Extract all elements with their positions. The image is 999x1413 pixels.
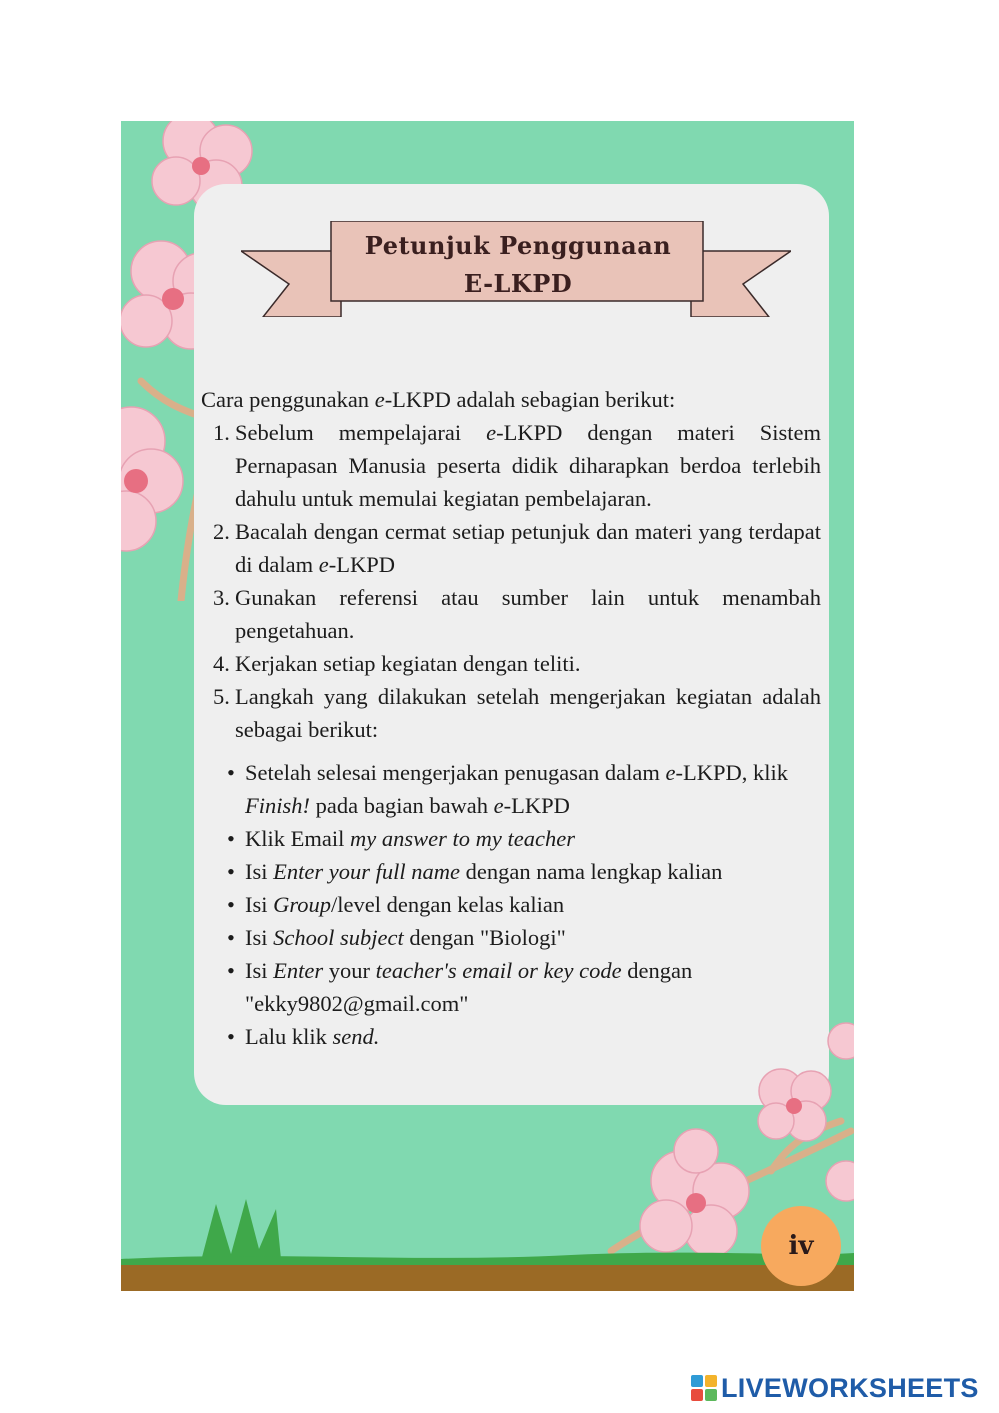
- step-number: 5.: [213, 684, 230, 709]
- substep-item: [225, 921, 821, 954]
- bullet-icon: •: [227, 958, 235, 983]
- substep-text: Isi: [245, 859, 274, 884]
- step-italic: e: [318, 552, 329, 577]
- substep-italic: Finish!: [245, 793, 310, 818]
- brand-name: LIVEWORKSHEETS: [721, 1372, 979, 1403]
- step-item: [201, 680, 821, 746]
- substep-italic: teacher's email or key code: [375, 958, 622, 983]
- substep-text: Lalu klik: [245, 1024, 333, 1049]
- substep-item: [225, 756, 821, 822]
- substep-item: [225, 888, 821, 921]
- substep-italic: Enter: [273, 958, 324, 983]
- substep-text: /level dengan kelas kalian: [331, 892, 565, 917]
- substep-italic: Enter your full name: [273, 859, 460, 884]
- substep-text: Isi: [245, 892, 274, 917]
- substep-text: Klik Email: [245, 826, 350, 851]
- page-number-badge: iv: [761, 1206, 841, 1286]
- title-line-1: Petunjuk Penggunaan: [364, 231, 672, 260]
- substep-italic: send.: [332, 1024, 380, 1049]
- liveworksheets-logo[interactable]: [691, 1372, 979, 1404]
- substep-italic: my answer to my teacher: [350, 826, 575, 851]
- step-number: 4.: [213, 651, 230, 676]
- step-text: -LKPD dengan materi Sistem Pernapasan Manusia peserta didik diharapkan berdoa terlebih dahulu untuk memulai kegiatan pembelajaran.: [235, 420, 821, 511]
- substep-text: dengan "ekky9802@gmail.com": [245, 958, 693, 1016]
- step-text: Bacalah dengan cermat setiap petunjuk dan materi yang terdapat di dalam: [235, 519, 821, 577]
- steps-list: [201, 416, 821, 746]
- substep-italic: e: [493, 793, 504, 818]
- substep-text: Setelah selesai mengerjakan penugasan dalam: [245, 760, 666, 785]
- liveworksheets-logo-icon: [691, 1375, 717, 1401]
- step-item: [201, 515, 821, 581]
- substep-italic: e: [665, 760, 676, 785]
- step-number: 2.: [213, 519, 230, 544]
- substep-text: Isi: [245, 925, 274, 950]
- substep-text: pada bagian bawah: [310, 793, 494, 818]
- instructions-body: [201, 383, 821, 1053]
- substep-text: dengan "Biologi": [403, 925, 566, 950]
- step-number: 3.: [213, 585, 230, 610]
- intro-text: [201, 383, 821, 416]
- worksheet-page: [121, 121, 854, 1291]
- bullet-icon: •: [227, 892, 235, 917]
- bullet-icon: •: [227, 760, 235, 785]
- substep-item: [225, 822, 821, 855]
- bullet-icon: •: [227, 1024, 235, 1049]
- step-text: Sebelum mempelajarai: [235, 420, 487, 445]
- step-text: Gunakan referensi atau sumber lain untuk menambah pengetahuan.: [235, 585, 821, 643]
- bullet-icon: •: [227, 826, 235, 851]
- substep-text: dengan nama lengkap kalian: [459, 859, 723, 884]
- substep-text: -LKPD, klik: [675, 760, 788, 785]
- step-italic: e: [486, 420, 497, 445]
- step-text: Kerjakan setiap kegiatan dengan teliti.: [235, 651, 581, 676]
- bullet-icon: •: [227, 859, 235, 884]
- step-number: 1.: [213, 420, 230, 445]
- step-item: [201, 647, 821, 680]
- title-line-2: E-LKPD: [463, 269, 573, 298]
- grass-ground: [121, 1199, 854, 1291]
- step-item: [201, 581, 821, 647]
- substep-text: Isi: [245, 958, 274, 983]
- intro-part: -LKPD adalah sebagian berikut:: [384, 387, 676, 412]
- bullet-icon: •: [227, 925, 235, 950]
- step-text: -LKPD: [328, 552, 395, 577]
- substep-italic: School subject: [273, 925, 404, 950]
- intro-part: Cara penggunakan: [201, 387, 375, 412]
- page-title: [332, 227, 704, 303]
- intro-italic: e: [374, 387, 385, 412]
- substep-italic: Group: [273, 892, 332, 917]
- substep-item: [225, 855, 821, 888]
- substep-text: -LKPD: [503, 793, 570, 818]
- step-item: [201, 416, 821, 515]
- substep-text: your: [323, 958, 376, 983]
- step-text: Langkah yang dilakukan setelah mengerjakan kegiatan adalah sebagai berikut:: [235, 684, 821, 742]
